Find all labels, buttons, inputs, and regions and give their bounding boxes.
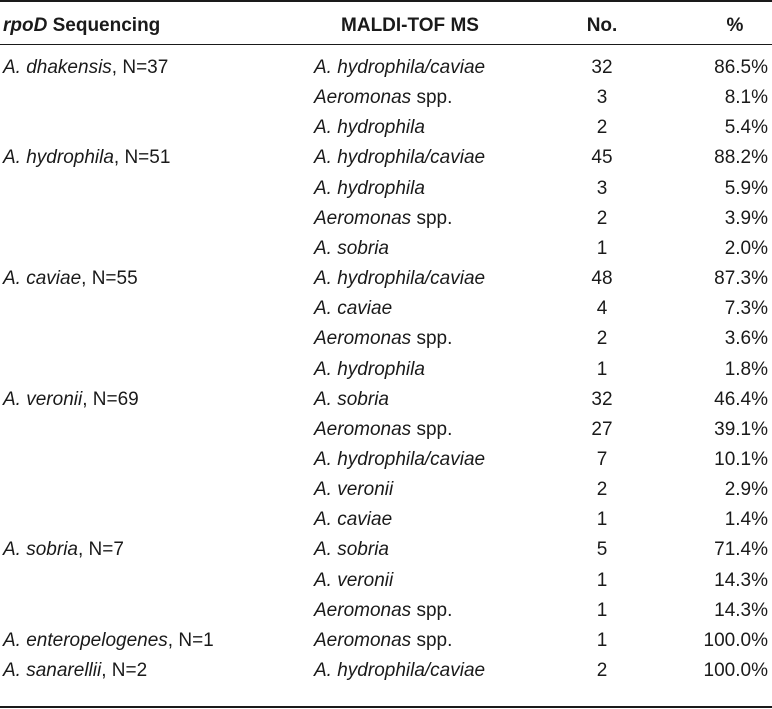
rpod-species-count: , N=55 (81, 268, 138, 290)
percent-cell: 1.4% (724, 509, 768, 531)
maldi-result-cell (314, 505, 392, 535)
rpod-species-name: A. caviae (3, 268, 82, 290)
percent-cell: 8.1% (724, 87, 768, 109)
rpod-species-count: , N=69 (82, 388, 139, 410)
header-rpod-gene: rpoD (3, 15, 48, 36)
maldi-species-name: A. hydrophila/caviae (314, 660, 486, 681)
maldi-result-cell (314, 234, 389, 264)
table-row (0, 143, 772, 173)
maldi-result-cell (314, 83, 452, 113)
percent-cell: 14.3% (714, 569, 768, 591)
rpod-species-count: , N=2 (101, 660, 148, 681)
table-row (0, 505, 772, 535)
percent-cell: 39.1% (714, 418, 768, 440)
rpod-species-name: A. dhakensis (3, 57, 112, 78)
maldi-result-cell (314, 656, 485, 686)
percent-cell: 2.0% (724, 237, 768, 259)
rpod-species-count: , N=37 (111, 57, 169, 78)
count-cell: 3 (596, 177, 608, 199)
table-row (0, 53, 772, 83)
maldi-species-name: A. veronii (314, 479, 394, 501)
count-cell: 2 (596, 328, 608, 350)
maldi-species-name: A. hydrophila (314, 117, 425, 139)
count-cell: 45 (591, 147, 613, 169)
maldi-result-cell (314, 385, 389, 415)
table-row (0, 596, 772, 626)
count-cell: 1 (596, 629, 608, 651)
maldi-result-cell (314, 445, 485, 475)
rpod-species-cell (3, 656, 147, 686)
percent-cell: 87.3% (714, 268, 768, 290)
maldi-species-suffix: spp. (411, 87, 453, 109)
count-cell: 2 (596, 660, 608, 681)
rpod-species-count: , N=1 (167, 629, 214, 651)
maldi-species-name: A. hydrophila (314, 358, 425, 380)
rpod-species-name: A. sobria (3, 539, 78, 561)
maldi-result-cell (314, 626, 452, 656)
percent-cell: 10.1% (714, 448, 768, 470)
header-maldi-tof-ms: MALDI-TOF MS (341, 15, 479, 36)
maldi-species-name: A. hydrophila/caviae (314, 57, 486, 78)
maldi-species-name: A. veronii (314, 569, 394, 591)
count-cell: 48 (591, 268, 613, 290)
maldi-result-cell (314, 415, 452, 445)
rpod-species-name: A. hydrophila (3, 147, 114, 169)
count-cell: 27 (591, 418, 613, 440)
header-sequencing-label: Sequencing (47, 15, 161, 36)
table-row (0, 445, 772, 475)
maldi-result-cell (314, 355, 425, 385)
percent-cell: 100.0% (703, 629, 768, 651)
table-row (0, 113, 772, 143)
maldi-result-cell (314, 566, 393, 596)
count-cell: 32 (591, 388, 613, 410)
table-row (0, 475, 772, 505)
table-row (0, 83, 772, 113)
count-cell: 5 (596, 539, 608, 561)
rpod-species-cell (3, 535, 124, 565)
count-cell: 2 (596, 479, 608, 501)
count-cell: 2 (596, 207, 608, 229)
maldi-result-cell (314, 596, 452, 626)
percent-cell: 46.4% (714, 388, 768, 410)
maldi-result-cell (314, 53, 485, 83)
maldi-result-cell (314, 113, 425, 143)
count-cell: 4 (596, 298, 608, 320)
maldi-result-cell (314, 143, 485, 173)
maldi-result-cell (314, 294, 392, 324)
maldi-species-name: A. sobria (314, 539, 389, 561)
maldi-result-cell (314, 324, 452, 354)
maldi-result-cell (314, 264, 485, 294)
maldi-species-suffix: spp. (411, 629, 453, 651)
rpod-species-name: A. sanarellii (3, 660, 102, 681)
maldi-species-name: A. hydrophila/caviae (314, 448, 486, 470)
header-rpod-sequencing (3, 11, 160, 41)
count-cell: 7 (596, 448, 608, 470)
maldi-species-name: A. sobria (314, 237, 389, 259)
percent-cell: 100.0% (703, 660, 768, 681)
maldi-species-name: A. hydrophila (314, 177, 425, 199)
table-row (0, 566, 772, 596)
rpod-species-name: A. veronii (3, 388, 83, 410)
rpod-species-cell (3, 53, 168, 83)
percent-cell: 5.4% (724, 117, 768, 139)
table-header-row (0, 11, 772, 41)
count-cell: 1 (596, 509, 608, 531)
maldi-species-name: A. caviae (314, 509, 393, 531)
maldi-species-name: A. caviae (314, 298, 393, 320)
header-number: No. (586, 15, 618, 36)
rpod-species-cell (3, 626, 214, 656)
percent-cell: 2.9% (724, 479, 768, 501)
maldi-species-name: A. sobria (314, 388, 389, 410)
table-row (0, 626, 772, 656)
table-top-rule (0, 0, 772, 2)
percent-cell: 14.3% (714, 599, 768, 621)
header-percent: % (726, 15, 744, 36)
maldi-species-name: Aeromonas (314, 418, 412, 440)
maldi-result-cell (314, 174, 425, 204)
table-row (0, 204, 772, 234)
maldi-species-name: Aeromonas (314, 599, 412, 621)
percent-cell: 88.2% (714, 147, 768, 169)
table-row (0, 385, 772, 415)
percent-cell: 3.9% (724, 207, 768, 229)
count-cell: 1 (596, 599, 608, 621)
rpod-species-cell (3, 143, 170, 173)
table-row (0, 656, 772, 686)
maldi-species-suffix: spp. (411, 418, 453, 440)
count-cell: 1 (596, 569, 608, 591)
table-row (0, 535, 772, 565)
maldi-species-suffix: spp. (411, 207, 453, 229)
table-row (0, 294, 772, 324)
maldi-result-cell (314, 535, 389, 565)
percent-cell: 71.4% (714, 539, 768, 561)
maldi-result-cell (314, 475, 393, 505)
percent-cell: 7.3% (724, 298, 768, 320)
maldi-species-name: Aeromonas (314, 629, 412, 651)
maldi-species-name: A. hydrophila/caviae (314, 268, 486, 290)
table-row (0, 234, 772, 264)
percent-cell: 5.9% (724, 177, 768, 199)
maldi-species-name: A. hydrophila/caviae (314, 147, 486, 169)
table-row (0, 355, 772, 385)
table-bottom-rule (0, 706, 772, 708)
percent-cell: 1.8% (724, 358, 768, 380)
table-header-rule (0, 44, 772, 45)
maldi-species-name: Aeromonas (314, 328, 412, 350)
count-cell: 1 (596, 237, 608, 259)
count-cell: 32 (591, 57, 613, 78)
rpod-species-name: A. enteropelogenes (3, 629, 168, 651)
rpod-species-cell (3, 264, 138, 294)
rpod-species-count: , N=7 (77, 539, 124, 561)
maldi-result-cell (314, 204, 452, 234)
table-row (0, 264, 772, 294)
maldi-species-name: Aeromonas (314, 207, 412, 229)
rpod-species-count: , N=51 (113, 147, 171, 169)
rpod-species-cell (3, 385, 139, 415)
count-cell: 1 (596, 358, 608, 380)
maldi-species-suffix: spp. (411, 599, 453, 621)
table-row (0, 415, 772, 445)
maldi-species-suffix: spp. (411, 328, 453, 350)
percent-cell: 3.6% (724, 328, 768, 350)
count-cell: 2 (596, 117, 608, 139)
count-cell: 3 (596, 87, 608, 109)
table-row (0, 174, 772, 204)
maldi-species-name: Aeromonas (314, 87, 412, 109)
percent-cell: 86.5% (714, 57, 768, 78)
table-row (0, 324, 772, 354)
